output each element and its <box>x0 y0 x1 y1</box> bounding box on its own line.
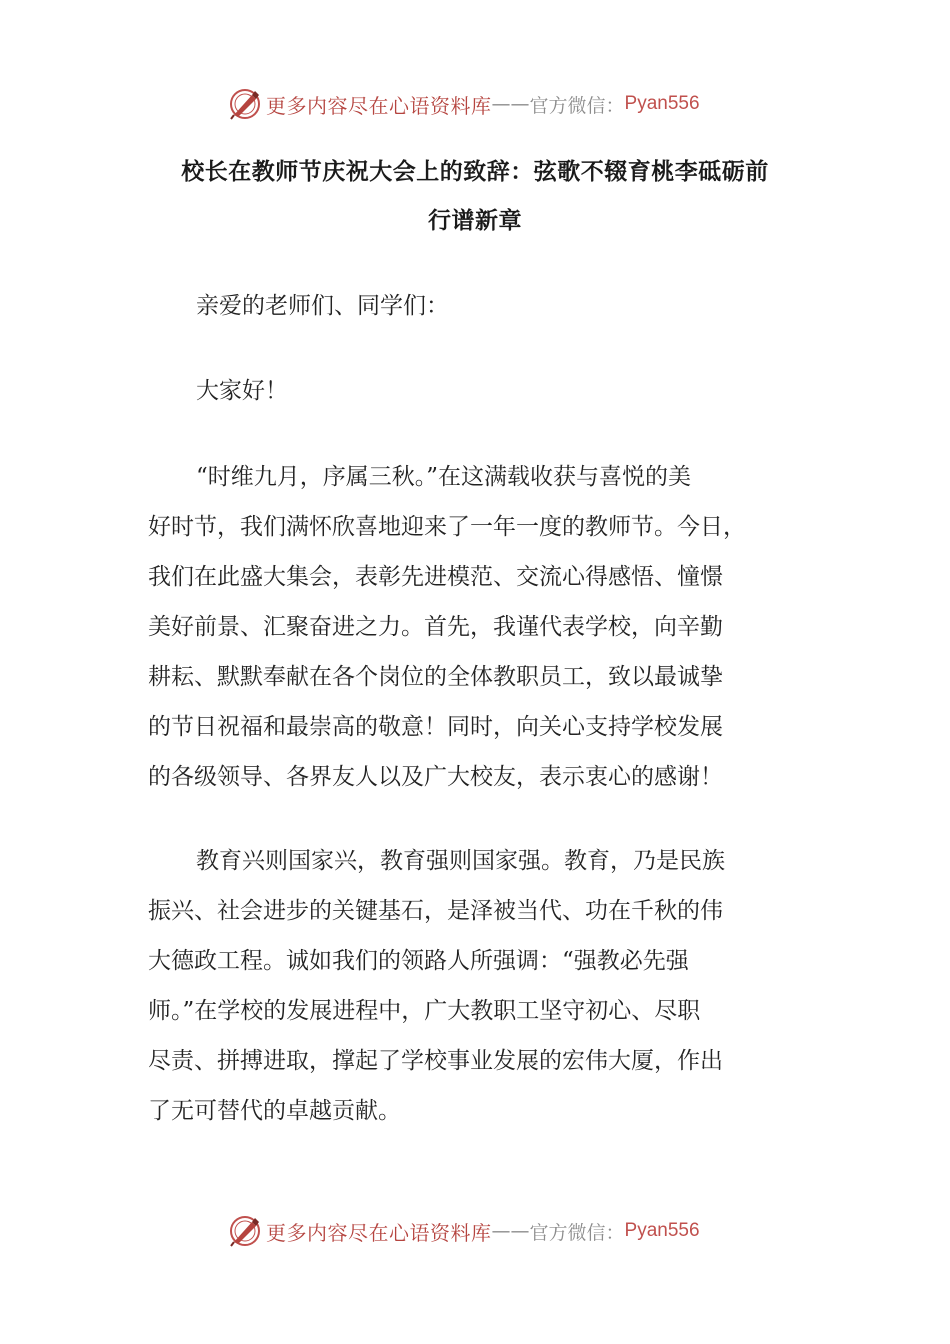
banner-main-text: 更多内容尽在心语资料库 <box>266 1220 492 1245</box>
paragraph-line: 振兴、社会进步的关键基石，是泽被当代、功在千秋的伟 <box>148 898 723 924</box>
hello-text: 大家好！ <box>196 378 288 404</box>
greeting-text: 亲爱的老师们、同学们： <box>196 293 449 319</box>
paragraph-line: 美好前景、汇聚奋进之力。首先，我谨代表学校，向辛勤 <box>148 614 723 640</box>
document-title-line-1: 校长在教师节庆祝大会上的致辞：弦歌不辍育桃李砥砺前 <box>181 159 769 185</box>
paragraph-1 <box>148 452 808 802</box>
banner-label: 官方微信： <box>529 94 625 117</box>
banner-dash: —— <box>491 93 530 115</box>
paragraph-line: 耕耘、默默奉献在各个岗位的全体教职员工，致以最诚挚 <box>148 664 723 690</box>
paragraph-line: 的节日祝福和最崇高的敬意！同时，向关心支持学校发展 <box>148 714 723 740</box>
banner-wechat-id: Pyan556 <box>624 1220 700 1241</box>
banner-dash: —— <box>491 1220 530 1242</box>
paragraph-line: 好时节，我们满怀欣喜地迎来了一年一度的教师节。今日， <box>148 514 746 540</box>
banner-main-text: 更多内容尽在心语资料库 <box>266 93 492 118</box>
paragraph-line: 教育兴则国家兴，教育强则国家强。教育，乃是民族 <box>196 848 725 874</box>
paragraph-line: 的各级领导、各界友人以及广大校友，表示衷心的感谢！ <box>148 764 723 790</box>
banner-label: 官方微信： <box>529 1221 625 1244</box>
greeting <box>148 281 808 331</box>
footer-banner <box>0 1211 950 1251</box>
pen-logo-icon <box>228 1214 262 1248</box>
paragraph-2 <box>148 836 808 1136</box>
paragraph-line: 尽责、拼搏进取，撑起了学校事业发展的宏伟大厦，作出 <box>148 1048 723 1074</box>
paragraph-line: 大德政工程。诚如我们的领路人所强调：“强教必先强 <box>148 948 689 974</box>
paragraph-line: 我们在此盛大集会，表彰先进模范、交流心得感悟、憧憬 <box>148 564 723 590</box>
hello <box>148 366 808 416</box>
paragraph-line: 师。”在学校的发展进程中，广大教职工坚守初心、尽职 <box>148 998 701 1024</box>
document-title-line-2: 行谱新章 <box>428 208 522 234</box>
paragraph-line: “时维九月，序属三秋。”在这满载收获与喜悦的美 <box>196 464 692 490</box>
pen-logo-icon <box>228 87 262 121</box>
paragraph-line: 了无可替代的卓越贡献。 <box>148 1098 401 1124</box>
banner-wechat-id: Pyan556 <box>624 93 700 114</box>
header-banner <box>0 84 950 124</box>
